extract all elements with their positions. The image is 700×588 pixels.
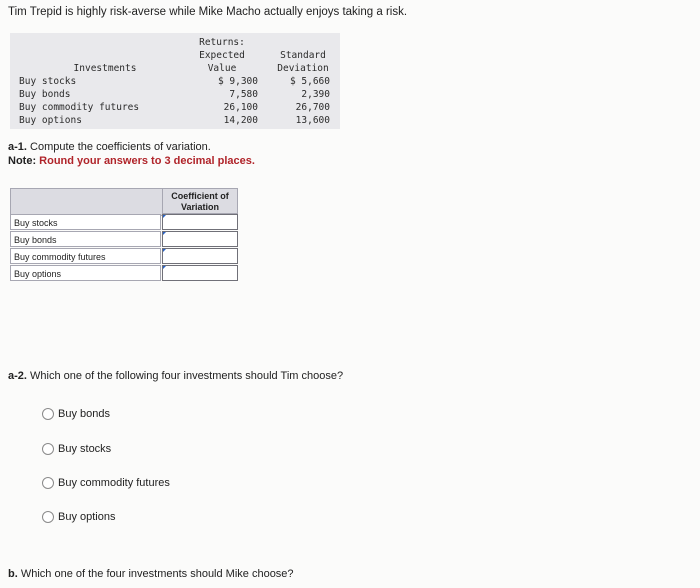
cv-input-options[interactable] bbox=[162, 265, 238, 281]
cv-row-label: Buy commodity futures bbox=[10, 248, 161, 264]
investment-data-table bbox=[10, 33, 340, 129]
question-a1-label: a-1. bbox=[8, 141, 27, 153]
row-label: Buy commodity futures bbox=[19, 102, 140, 113]
option-label: Buy stocks bbox=[58, 443, 112, 455]
row-expected-value: $ 9,300 bbox=[217, 76, 258, 87]
header-standard: Standard bbox=[280, 50, 326, 61]
row-expected-value: 7,580 bbox=[229, 89, 258, 100]
intro-text: Tim Trepid is highly risk-averse while Mike Macho actually enjoys taking a risk. bbox=[8, 6, 408, 18]
header-value: Value bbox=[207, 63, 237, 74]
row-std-deviation: $ 5,660 bbox=[289, 76, 330, 87]
cv-input-stocks[interactable] bbox=[162, 214, 238, 230]
cv-header-line1: Coefficient of bbox=[171, 191, 229, 201]
row-label: Buy bonds bbox=[19, 89, 71, 100]
cv-header bbox=[162, 188, 238, 214]
radio-icon[interactable] bbox=[42, 511, 54, 523]
question-a1-note bbox=[8, 155, 255, 167]
row-expected-value: 14,200 bbox=[223, 115, 258, 126]
option-buy-stocks[interactable] bbox=[42, 443, 111, 455]
row-label: Buy stocks bbox=[19, 76, 77, 87]
row-expected-value: 26,100 bbox=[223, 102, 258, 113]
header-expected: Expected bbox=[199, 50, 245, 61]
option-buy-options[interactable] bbox=[42, 511, 115, 523]
header-returns: Returns: bbox=[199, 37, 245, 48]
cv-input-commodity-futures[interactable] bbox=[162, 248, 238, 264]
row-label: Buy options bbox=[19, 115, 82, 126]
option-buy-commodity-futures[interactable] bbox=[42, 477, 170, 489]
row-std-deviation: 2,390 bbox=[301, 89, 330, 100]
question-a1 bbox=[8, 141, 211, 153]
note-label: Note: bbox=[8, 155, 37, 167]
cv-header-line2: Variation bbox=[180, 202, 219, 212]
header-deviation: Deviation bbox=[277, 63, 329, 74]
question-a1-text: Compute the coefficients of variation. bbox=[30, 141, 211, 153]
option-label: Buy bonds bbox=[58, 408, 110, 420]
question-b-text: Which one of the four investments should Mike choose? bbox=[20, 568, 294, 580]
cv-input-bonds[interactable] bbox=[162, 231, 238, 247]
radio-icon[interactable] bbox=[42, 443, 54, 455]
cv-row-label: Buy stocks bbox=[10, 214, 161, 230]
row-std-deviation: 26,700 bbox=[295, 102, 330, 113]
option-buy-bonds[interactable] bbox=[42, 408, 110, 420]
row-std-deviation: 13,600 bbox=[295, 115, 330, 126]
option-label: Buy commodity futures bbox=[58, 477, 170, 489]
question-b-label: b. bbox=[8, 568, 18, 580]
radio-icon[interactable] bbox=[42, 477, 54, 489]
question-a2 bbox=[8, 370, 343, 382]
radio-icon[interactable] bbox=[42, 408, 54, 420]
question-a2-text: Which one of the following four investments should Tim choose? bbox=[30, 370, 344, 382]
header-investments: Investments bbox=[73, 63, 137, 74]
note-text: Round your answers to 3 decimal places. bbox=[39, 155, 255, 167]
cv-row-label: Buy options bbox=[10, 265, 161, 281]
question-a2-label: a-2. bbox=[8, 370, 27, 382]
cv-header-blank bbox=[10, 188, 163, 216]
cv-row-label: Buy bonds bbox=[10, 231, 161, 247]
option-label: Buy options bbox=[58, 511, 116, 523]
question-b bbox=[8, 568, 294, 580]
